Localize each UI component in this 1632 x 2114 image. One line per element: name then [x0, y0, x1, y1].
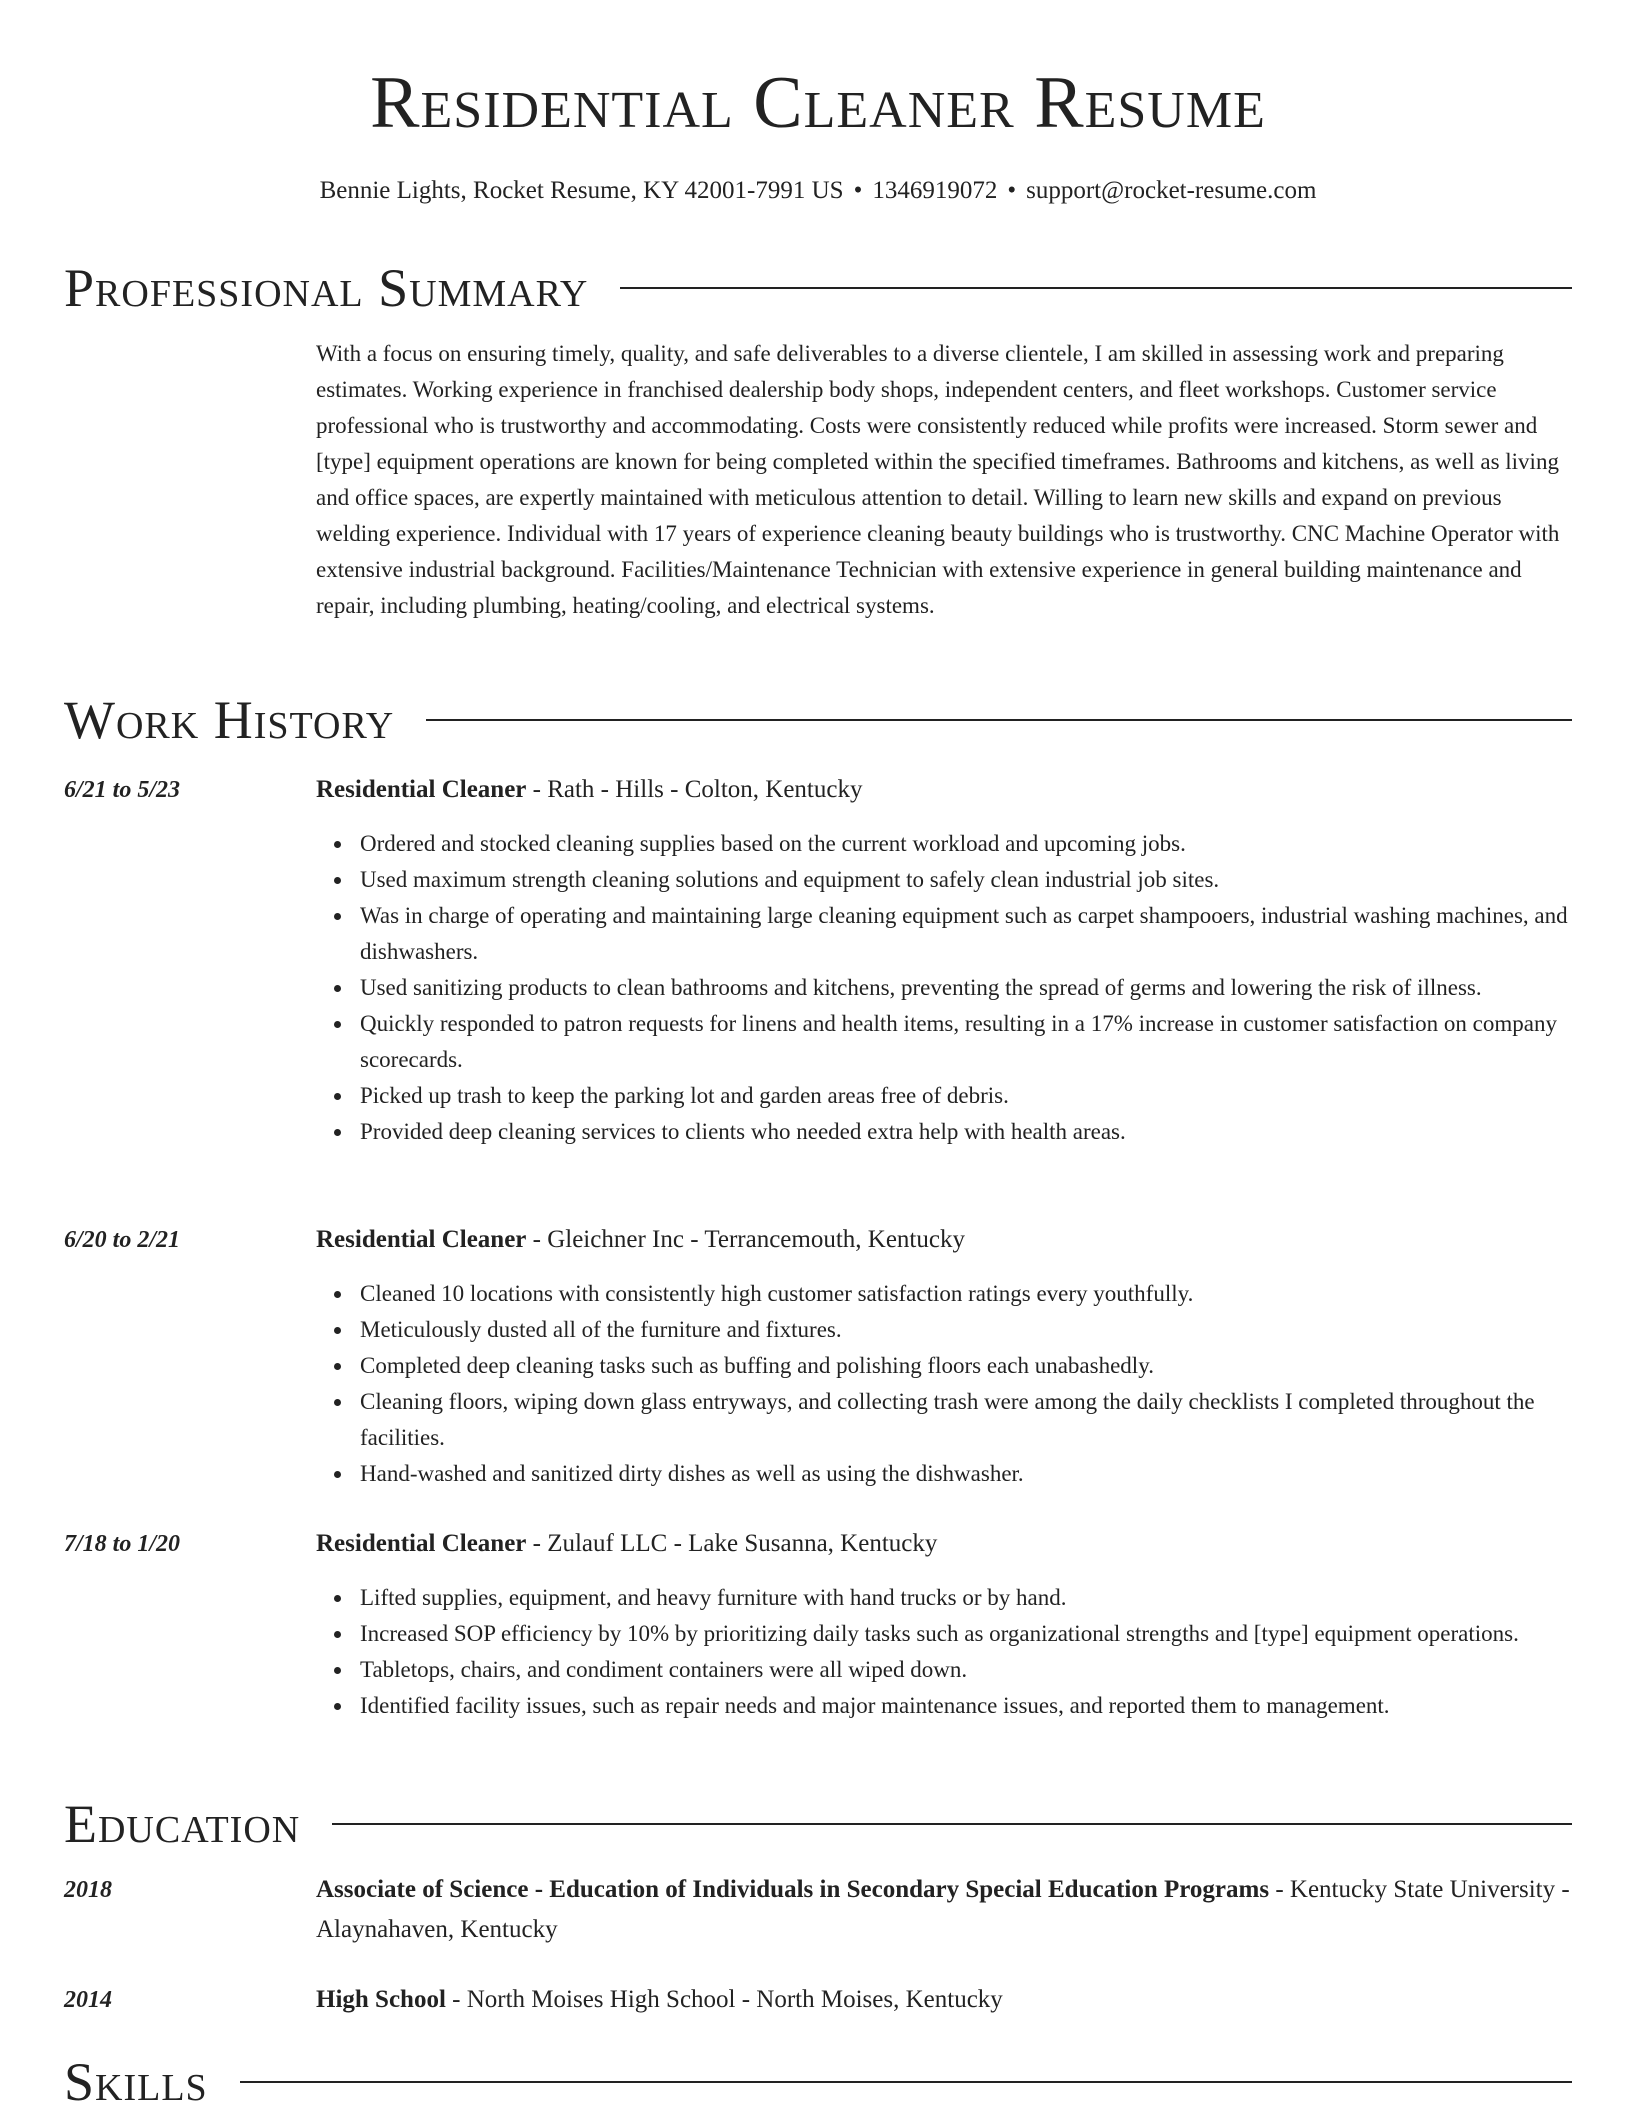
section-divider — [426, 719, 1572, 721]
contact-address: Bennie Lights, Rocket Resume, KY 42001-7991 US — [319, 177, 844, 204]
list-item: Meticulously dusted all of the furniture and fixtures. — [360, 1312, 1572, 1348]
job-dates: 6/21 to 5/23 — [64, 777, 181, 803]
job-duties-list — [316, 1580, 1572, 1724]
list-item: Increased SOP efficiency by 10% by prioritizing daily tasks such as organizational strengths and [type] equipment operations. — [360, 1616, 1572, 1652]
education-degree: High School — [316, 1986, 446, 2013]
section-divider — [620, 287, 1572, 289]
section-heading-education — [64, 1792, 1572, 1856]
contact-separator: • — [1007, 177, 1017, 204]
section-divider — [332, 1823, 1572, 1825]
section-heading-summary — [64, 256, 1572, 320]
job-duties-list — [316, 1276, 1572, 1492]
education-year: 2014 — [64, 1987, 112, 2013]
summary-text: With a focus on ensuring timely, quality, and safe deliverables to a diverse clientele, I am skilled in assessing work and preparing estimates. Working experience in franchised dealership body shops, independent centers, and fleet workshops. Customer service professional who is trustworthy and accommodating. Costs were consistently reduced while profits were increased. Storm sewer and [type] equipment operations are known for being completed within the specified timeframes. Bathrooms and kitchens, as well as living and office spaces, are expertly maintained with meticulous attention to detail. Willing to learn new skills and expand on previous welding experience. Individual with 17 years of experience cleaning beauty buildings who is trustworthy. CNC Machine Operator with extensive industrial background. Facilities/Maintenance Technician with extensive experience in general building maintenance and repair, including plumbing, heating/cooling, and electrical systems. — [316, 341, 1560, 618]
list-item: Used sanitizing products to clean bathrooms and kitchens, preventing the spread of germs and lowering the risk of illness. — [360, 970, 1572, 1006]
job-heading — [316, 772, 1572, 808]
education-school: - Kentucky State University - Alaynahaven, Kentucky — [316, 1876, 1570, 1943]
contact-separator: • — [853, 177, 863, 204]
job-heading — [316, 1526, 1572, 1562]
section-title: Education — [64, 1794, 301, 1854]
section-divider — [240, 2081, 1572, 2083]
contact-line — [64, 174, 1572, 208]
job-heading — [316, 1222, 1572, 1258]
section-title: Work History — [64, 690, 395, 750]
education-degree: Associate of Science - Education of Individuals in Secondary Special Education Programs — [316, 1876, 1270, 1903]
list-item: Quickly responded to patron requests for linens and health items, resulting in a 17% increase in customer satisfaction on company scorecards. — [360, 1006, 1572, 1078]
list-item: Hand-washed and sanitized dirty dishes as well as using the dishwasher. — [360, 1456, 1572, 1492]
job-title: Residential Cleaner — [316, 1530, 527, 1557]
education-school: - North Moises High School - North Moises, Kentucky — [445, 1986, 1003, 2013]
education-heading — [316, 1980, 1572, 2020]
contact-phone: 1346919072 — [872, 177, 998, 204]
job-dates: 6/20 to 2/21 — [64, 1227, 181, 1253]
section-title: Skills — [64, 2052, 208, 2112]
list-item: Cleaned 10 locations with consistently high customer satisfaction ratings every youthfully. — [360, 1276, 1572, 1312]
job-employer: - Rath - Hills - Colton, Kentucky — [526, 776, 863, 803]
education-heading — [316, 1870, 1572, 1950]
list-item: Picked up trash to keep the parking lot and garden areas free of debris. — [360, 1078, 1572, 1114]
list-item: Completed deep cleaning tasks such as buffing and polishing floors each unabashedly. — [360, 1348, 1572, 1384]
section-heading-work-history — [64, 688, 1572, 752]
list-item: Lifted supplies, equipment, and heavy furniture with hand trucks or by hand. — [360, 1580, 1572, 1616]
list-item: Used maximum strength cleaning solutions and equipment to safely clean industrial job sites. — [360, 862, 1572, 898]
education-year: 2018 — [64, 1877, 112, 1903]
list-item: Provided deep cleaning services to clients who needed extra help with health areas. — [360, 1114, 1572, 1150]
job-dates: 7/18 to 1/20 — [64, 1531, 181, 1557]
job-title: Residential Cleaner — [316, 776, 527, 803]
job-employer: - Gleichner Inc - Terrancemouth, Kentucky — [526, 1226, 965, 1253]
list-item: Tabletops, chairs, and condiment containers were all wiped down. — [360, 1652, 1572, 1688]
resume-title: Residential Cleaner Resume — [370, 62, 1266, 144]
list-item: Was in charge of operating and maintaining large cleaning equipment such as carpet shampooers, industrial washing machines, and dishwashers. — [360, 898, 1572, 970]
section-heading-skills — [64, 2050, 1572, 2114]
list-item: Identified facility issues, such as repair needs and major maintenance issues, and reported them to management. — [360, 1688, 1572, 1724]
job-duties-list — [316, 826, 1572, 1150]
job-title: Residential Cleaner — [316, 1226, 527, 1253]
list-item: Ordered and stocked cleaning supplies based on the current workload and upcoming jobs. — [360, 826, 1572, 862]
list-item: Cleaning floors, wiping down glass entryways, and collecting trash were among the daily checklists I completed throughout the facilities. — [360, 1384, 1572, 1456]
job-employer: - Zulauf LLC - Lake Susanna, Kentucky — [526, 1530, 938, 1557]
section-title: Professional Summary — [64, 258, 589, 318]
contact-email[interactable]: support@rocket-resume.com — [1026, 177, 1317, 204]
